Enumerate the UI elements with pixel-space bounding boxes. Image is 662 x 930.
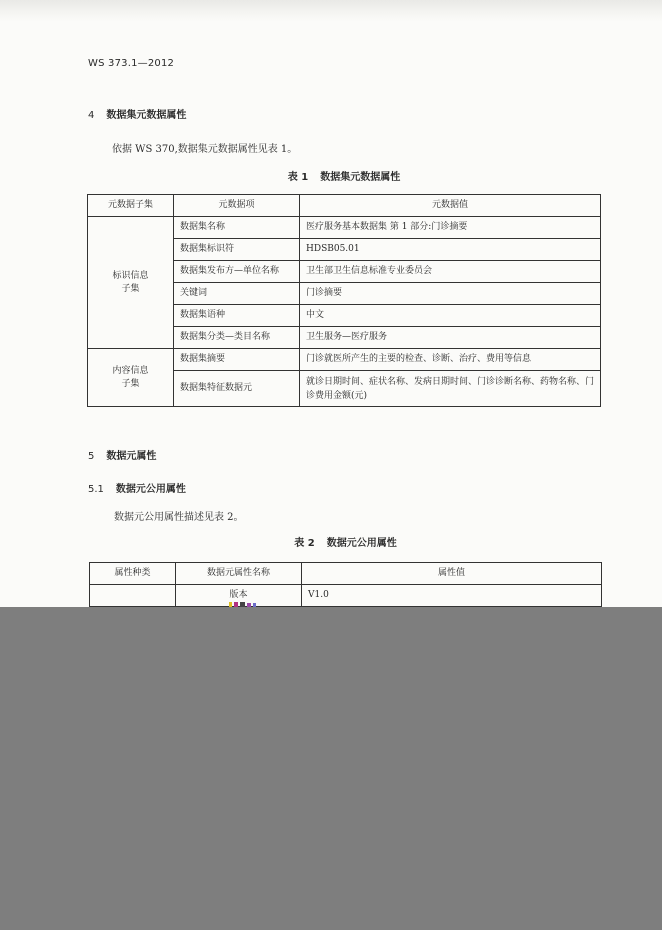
table-1-value: 门诊摘要 [300,283,601,305]
table-1-header-value: 元数据值 [300,195,601,217]
table-1-caption-number: 表 1 [287,172,309,183]
table-1-value: 门诊就医所产生的主要的检查、诊断、治疗、费用等信息 [300,349,601,371]
table-1-header-subset: 元数据子集 [88,195,174,217]
section-5-heading [88,447,156,462]
table-row [90,585,602,607]
section-5-1-title: 数据元公用属性 [115,484,186,495]
section-5-1-intro: 数据元公用属性描述见表 2。 [114,512,244,523]
table-1-item: 数据集分类—类目名称 [174,327,300,349]
table-1-value: 就诊日期时间、症状名称、发病日期时间、门诊诊断名称、药物名称、门诊费用金额(元) [300,371,601,407]
group-label-line2: 子集 [121,283,140,294]
table-1-group-identification [88,217,174,349]
redaction-overlay [0,607,662,930]
table-2-header-row [90,563,602,585]
section-5-1-number: 5.1 [88,484,104,495]
section-5-title: 数据元属性 [106,451,157,462]
table-2-caption [89,534,602,549]
table-1 [87,194,601,407]
table-1-value: 中文 [300,305,601,327]
table-1-item: 数据集摘要 [174,349,300,371]
section-4-intro: 依据 WS 370,数据集元数据属性见表 1。 [112,144,298,155]
table-1-item: 数据集标识符 [174,239,300,261]
section-4-heading [88,106,186,121]
section-4-title: 数据集元数据属性 [106,110,187,121]
section-5-number: 5 [88,451,95,462]
table-1-item: 数据集名称 [174,217,300,239]
table-2-kind-cell [90,585,176,607]
table-1-caption-title: 数据集元数据属性 [320,172,401,183]
group-label-line1: 标识信息 [112,270,149,281]
table-1-item: 数据集语种 [174,305,300,327]
table-row [88,217,601,239]
table-2-header-name: 数据元属性名称 [176,563,302,585]
table-2-header-kind: 属性种类 [90,563,176,585]
table-2 [89,562,602,607]
table-1-header-row [88,195,601,217]
section-4-number: 4 [88,110,95,121]
table-row [88,349,601,371]
table-1-header-item: 元数据项 [174,195,300,217]
group-label-line1: 内容信息 [112,365,149,376]
table-1-item: 关键词 [174,283,300,305]
table-1-item: 数据集发布方—单位名称 [174,261,300,283]
table-2-attr-name: 版本 [176,585,302,607]
section-5-1-heading [88,480,186,495]
table-1-value: 卫生服务—医疗服务 [300,327,601,349]
table-1-group-content [88,349,174,407]
table-2-header-value: 属性值 [302,563,602,585]
group-label-line2: 子集 [121,378,140,389]
table-2-attr-value: V1.0 [302,585,602,607]
table-1-value: HDSB05.01 [300,239,601,261]
table-1-caption [87,168,601,183]
table-1-value: 卫生部卫生信息标准专业委员会 [300,261,601,283]
table-2-caption-title: 数据元公用属性 [326,538,397,549]
table-2-caption-number: 表 2 [294,538,315,549]
standard-code: WS 373.1—2012 [88,58,175,69]
table-1-value: 医疗服务基本数据集 第 1 部分:门诊摘要 [300,217,601,239]
table-1-item: 数据集特征数据元 [174,371,300,407]
scan-top-shading [0,0,662,22]
